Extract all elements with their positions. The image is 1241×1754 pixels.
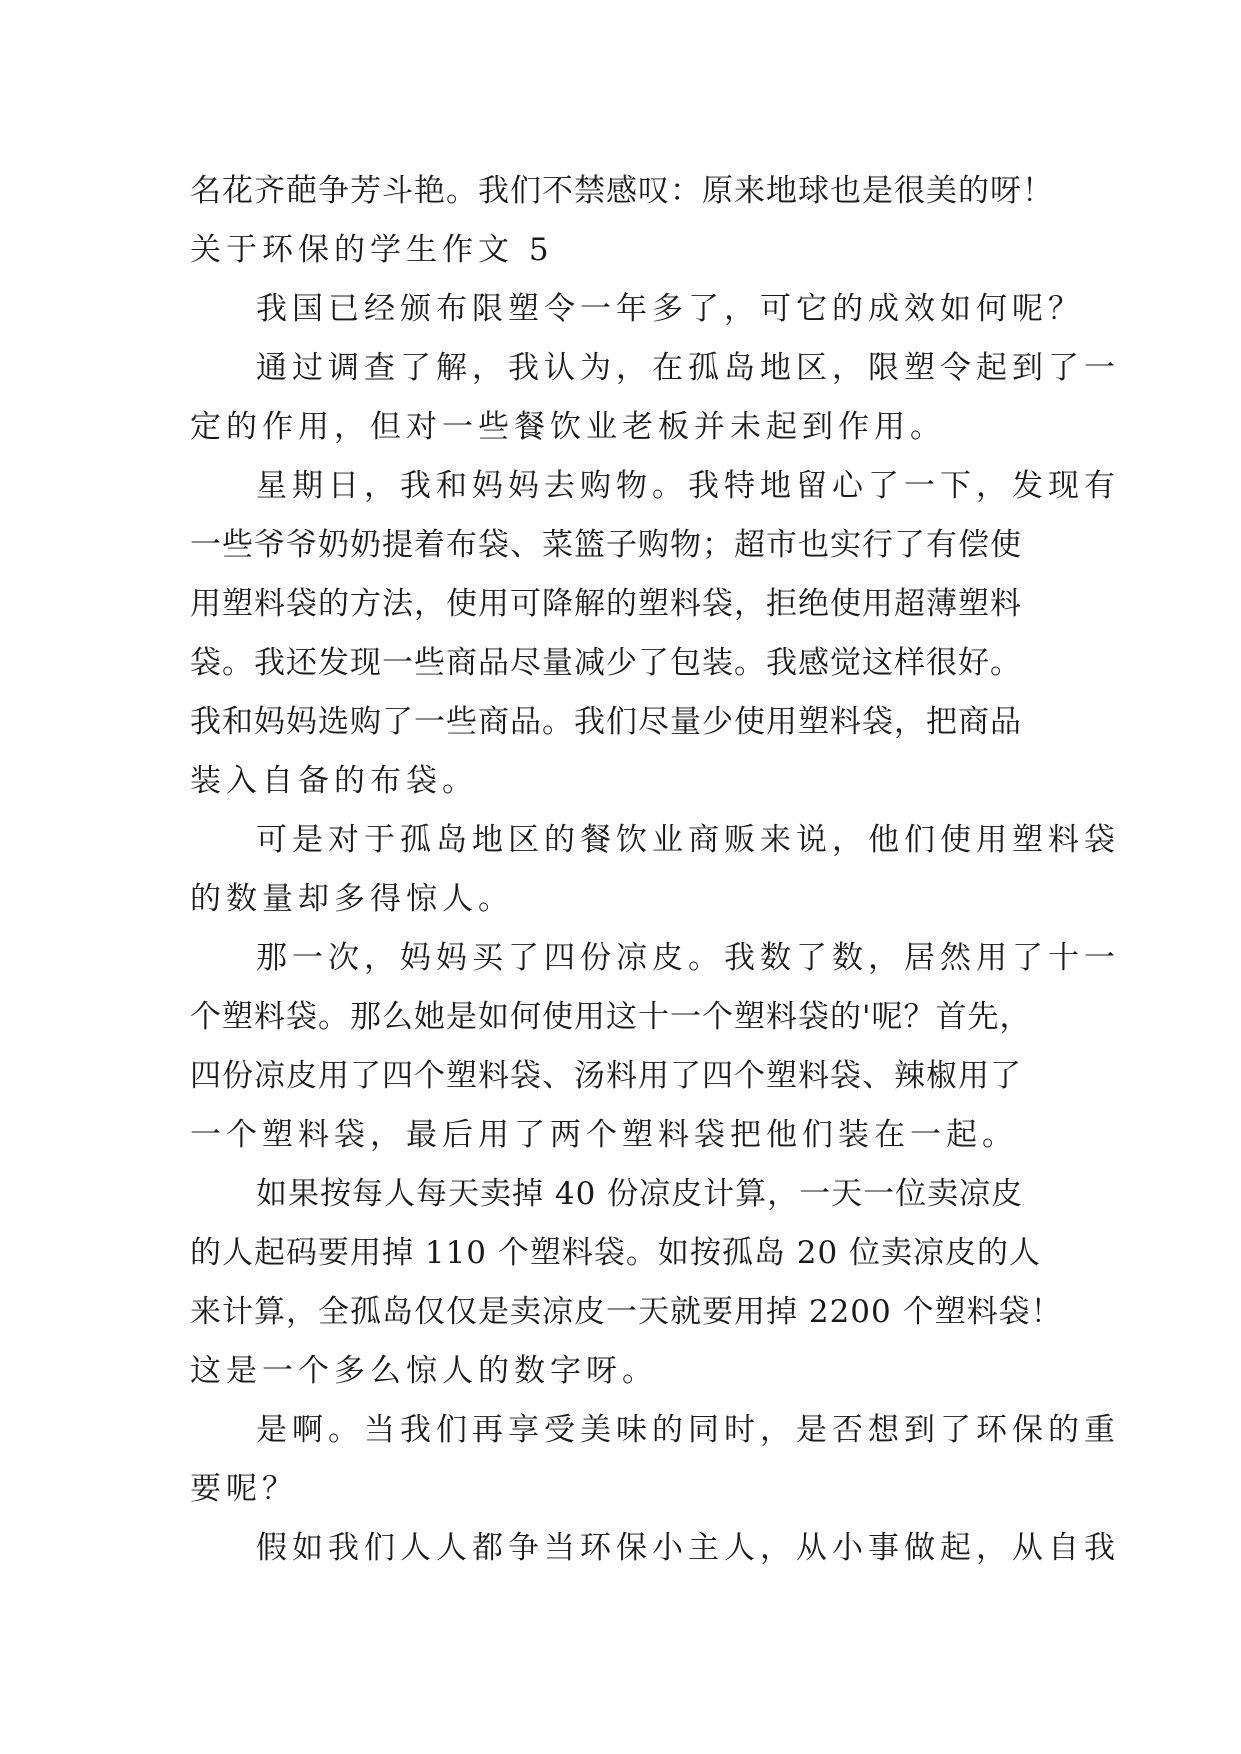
- text-line: 四份凉皮用了四个塑料袋、汤料用了四个塑料袋、辣椒用了: [190, 1058, 1022, 1094]
- text-line: 一些爷爷奶奶提着布袋、菜篮子购物；超市也实行了有偿使: [190, 527, 1022, 563]
- text-line: 是啊。当我们再享受美味的同时，是否想到了环保的重: [256, 1412, 1120, 1448]
- text-line: 那一次，妈妈买了四份凉皮。我数了数，居然用了十一: [256, 940, 1120, 976]
- essay-title: 关于环保的学生作文 5: [190, 232, 554, 268]
- text-line: 可是对于孤岛地区的餐饮业商贩来说，他们使用塑料袋: [256, 822, 1120, 858]
- text-line: 袋。我还发现一些商品尽量减少了包装。我感觉这样很好。: [190, 645, 1022, 681]
- text-line: 用塑料袋的方法，使用可降解的塑料袋，拒绝使用超薄塑料: [190, 586, 1022, 622]
- text-line: 通过调查了解，我认为，在孤岛地区，限塑令起到了一: [256, 350, 1120, 386]
- text-line: 假如我们人人都争当环保小主人，从小事做起，从自我: [256, 1530, 1120, 1566]
- text-line: 名花齐葩争芳斗艳。我们不禁感叹：原来地球也是很美的呀！: [190, 173, 1054, 209]
- text-line: 装入自备的布袋。: [190, 763, 478, 799]
- text-line: 的数量却多得惊人。: [190, 881, 514, 917]
- text-line: 这是一个多么惊人的数字呀。: [190, 1353, 658, 1389]
- text-line: 一个塑料袋，最后用了两个塑料袋把他们装在一起。: [190, 1117, 1018, 1153]
- text-line: 来计算，全孤岛仅仅是卖凉皮一天就要用掉 2200 个塑料袋！: [190, 1294, 1063, 1330]
- text-line: 星期日，我和妈妈去购物。我特地留心了一下，发现有: [256, 468, 1120, 504]
- text-line: 定的作用，但对一些餐饮业老板并未起到作用。: [190, 409, 946, 445]
- document-body: [190, 162, 1120, 1578]
- text-line: 个塑料袋。那么她是如何使用这十一个塑料袋的'呢？首先，: [190, 999, 1032, 1035]
- text-line: 的人起码要用掉 110 个塑料袋。如按孤岛 20 位卖凉皮的人: [190, 1235, 1042, 1271]
- text-line: 我国已经颁布限塑令一年多了，可它的成效如何呢？: [256, 291, 1084, 327]
- text-line: 要呢？: [190, 1471, 298, 1507]
- text-line: 如果按每人每天卖掉 40 份凉皮计算，一天一位卖凉皮: [256, 1176, 1024, 1212]
- text-line: 我和妈妈选购了一些商品。我们尽量少使用塑料袋，把商品: [190, 704, 1022, 740]
